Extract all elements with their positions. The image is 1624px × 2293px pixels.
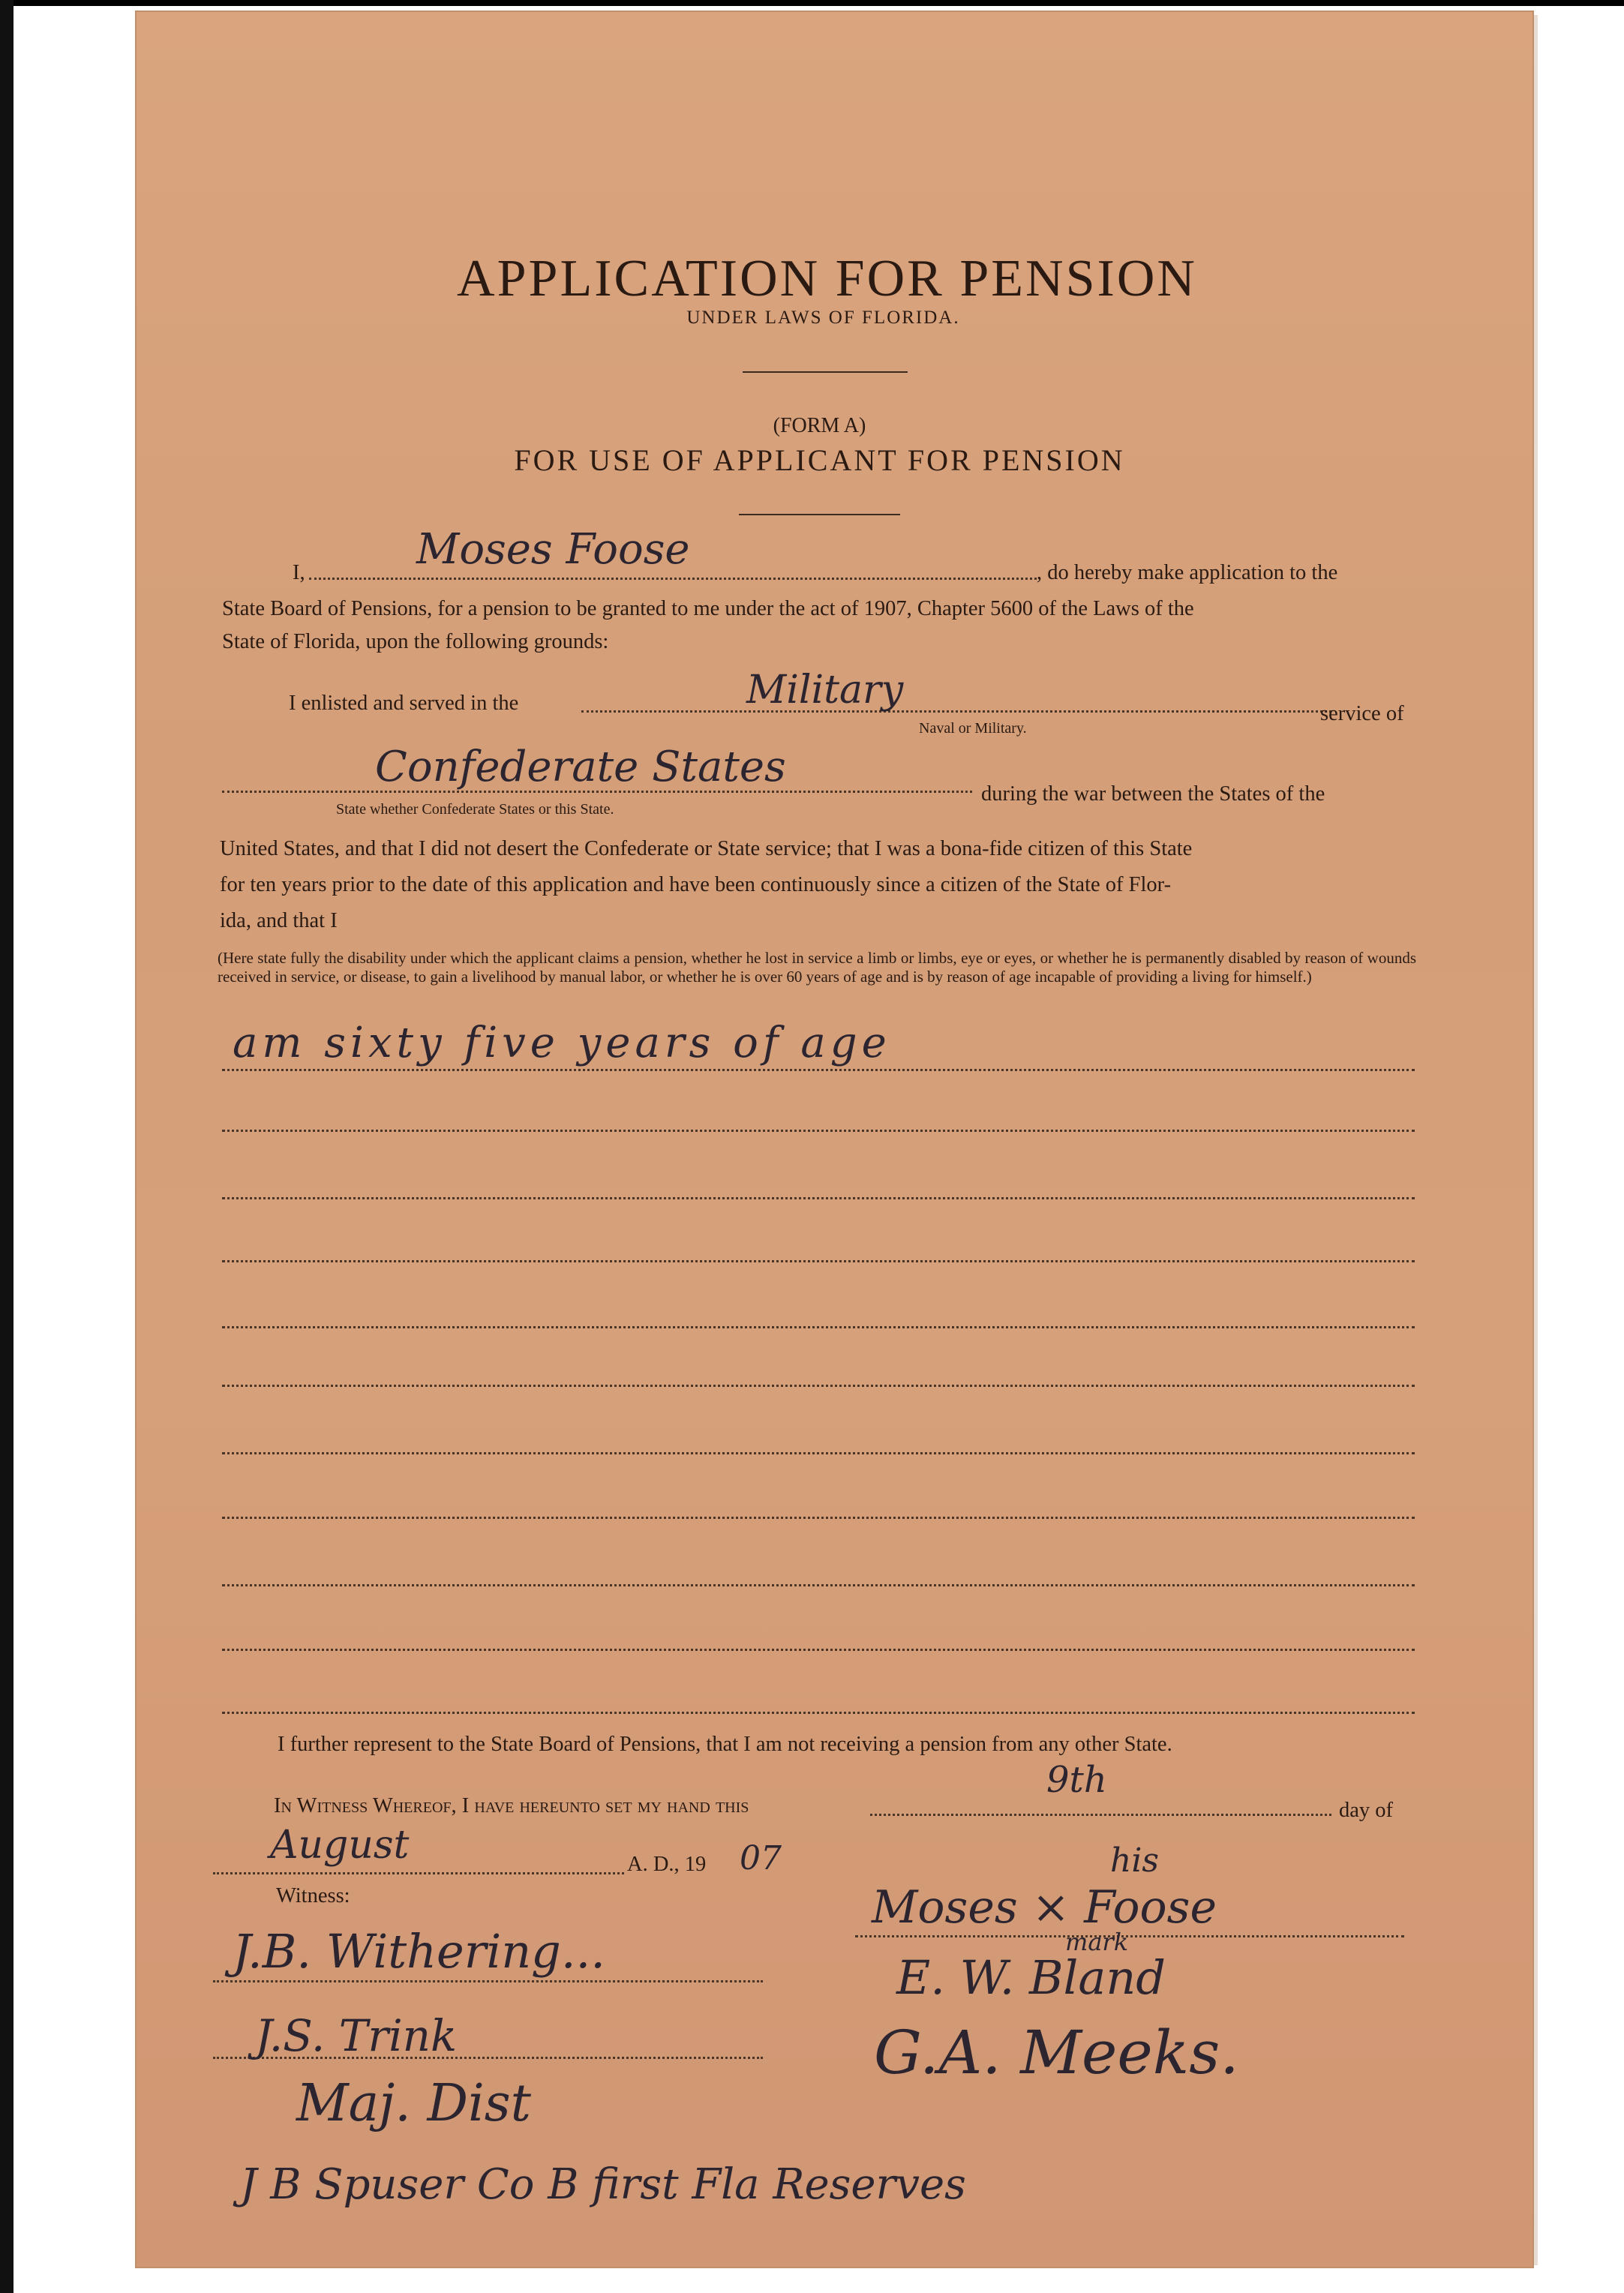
para1-line2: State Board of Pensions, for a pension to be granted to me under the act of 1907, Chapter 5600 of the Laws of the xyxy=(222,597,1194,620)
service-branch-handwritten: Military xyxy=(746,668,904,713)
applicant-signature: Moses × Foose xyxy=(872,1881,1217,1934)
disability-line-2 xyxy=(222,1130,1415,1132)
enlist-suffix: service of xyxy=(1320,702,1404,725)
further-statement: I further represent to the State Board of Pensions, that I am not receiving a pension from any other State. xyxy=(278,1733,1172,1756)
service-state-handwritten: Confederate States xyxy=(375,743,786,791)
scan-top-edge xyxy=(0,0,1624,6)
disability-line-10 xyxy=(222,1649,1415,1651)
enlist-line4: for ten years prior to the date of this application and have been continuously since a citizen of the State of Flor- xyxy=(220,873,1172,896)
witness2-signature: J.S. Trink xyxy=(255,2010,458,2061)
enlist-line3: United States, and that I did not desert the Confederate or State service; that I was a bona-fide citizen of this State xyxy=(220,837,1193,860)
disability-handwritten: am sixty five years of age xyxy=(233,1019,891,1067)
section-divider xyxy=(739,514,900,515)
ad-label: A. D., 19 xyxy=(627,1853,707,1876)
month-handwritten: August xyxy=(270,1823,410,1868)
month-line xyxy=(213,1872,624,1874)
disability-line-9 xyxy=(222,1584,1415,1586)
service-branch-line xyxy=(581,710,1331,713)
para1-line3: State of Florida, upon the following grounds: xyxy=(222,630,609,653)
applicant-name-handwritten: Moses Foose xyxy=(416,525,690,574)
header-divider xyxy=(743,371,908,373)
applicant-signature-line xyxy=(855,1935,1404,1937)
note-bottom: J B Spuser Co B first Fla Reserves xyxy=(240,2160,966,2209)
service-state-hint: State whether Confederate States or this State. xyxy=(336,801,614,818)
signature-his: his xyxy=(1110,1841,1159,1880)
para1-suffix: , do hereby make application to the xyxy=(1037,561,1338,584)
disability-line-6 xyxy=(222,1385,1415,1387)
disability-line-4 xyxy=(222,1260,1415,1262)
disability-line-3 xyxy=(222,1197,1415,1199)
witness-label: Witness: xyxy=(276,1884,350,1907)
enlist-prefix: I enlisted and served in the xyxy=(289,692,519,715)
year-handwritten: 07 xyxy=(740,1839,782,1877)
witness-line-1 xyxy=(213,1980,763,1982)
disability-line-8 xyxy=(222,1517,1415,1519)
disability-line-11 xyxy=(222,1712,1415,1714)
disability-instructions: (Here state fully the disability under which the applicant claims a pension, whether he lost in service a limb or limbs, eye or eyes, or whether he is permanently disabled by reason of wounds received in service, or disease, to gain a livelihood by manual labor, or whether he is over 60 years of age and is by reason of age incapable of providing a living for himself.) xyxy=(218,949,1416,986)
day-line xyxy=(870,1814,1331,1816)
witness-clause: In Witness Whereof, I have hereunto set my hand this xyxy=(274,1794,749,1817)
form-section-title: FOR USE OF APPLICANT FOR PENSION xyxy=(514,443,1125,477)
scan-left-edge xyxy=(0,0,14,2293)
note-maj-dist: Maj. Dist xyxy=(296,2074,531,2133)
signature-mark: mark xyxy=(1065,1928,1129,1956)
form-subtitle: UNDER LAWS OF FLORIDA. xyxy=(686,308,960,328)
day-handwritten: 9th xyxy=(1046,1759,1107,1801)
form-title: APPLICATION FOR PENSION xyxy=(457,250,1197,308)
disability-line-1 xyxy=(222,1069,1415,1071)
disability-line-7 xyxy=(222,1452,1415,1454)
right-signature-1: E. W. Bland xyxy=(896,1950,1166,2005)
service-branch-hint: Naval or Military. xyxy=(919,720,1027,737)
enlist-line2-suffix: during the war between the States of the xyxy=(981,782,1325,806)
day-of-label: day of xyxy=(1339,1799,1394,1822)
right-signature-2: G.A. Meeks. xyxy=(874,2018,1239,2087)
para1-prefix: I, xyxy=(293,561,305,584)
disability-line-5 xyxy=(222,1326,1415,1328)
witness1-signature: J.B. Withering... xyxy=(233,1924,605,1979)
form-label: (FORM A) xyxy=(773,414,866,437)
enlist-line5: ida, and that I xyxy=(220,909,338,932)
applicant-name-line xyxy=(309,578,1037,580)
